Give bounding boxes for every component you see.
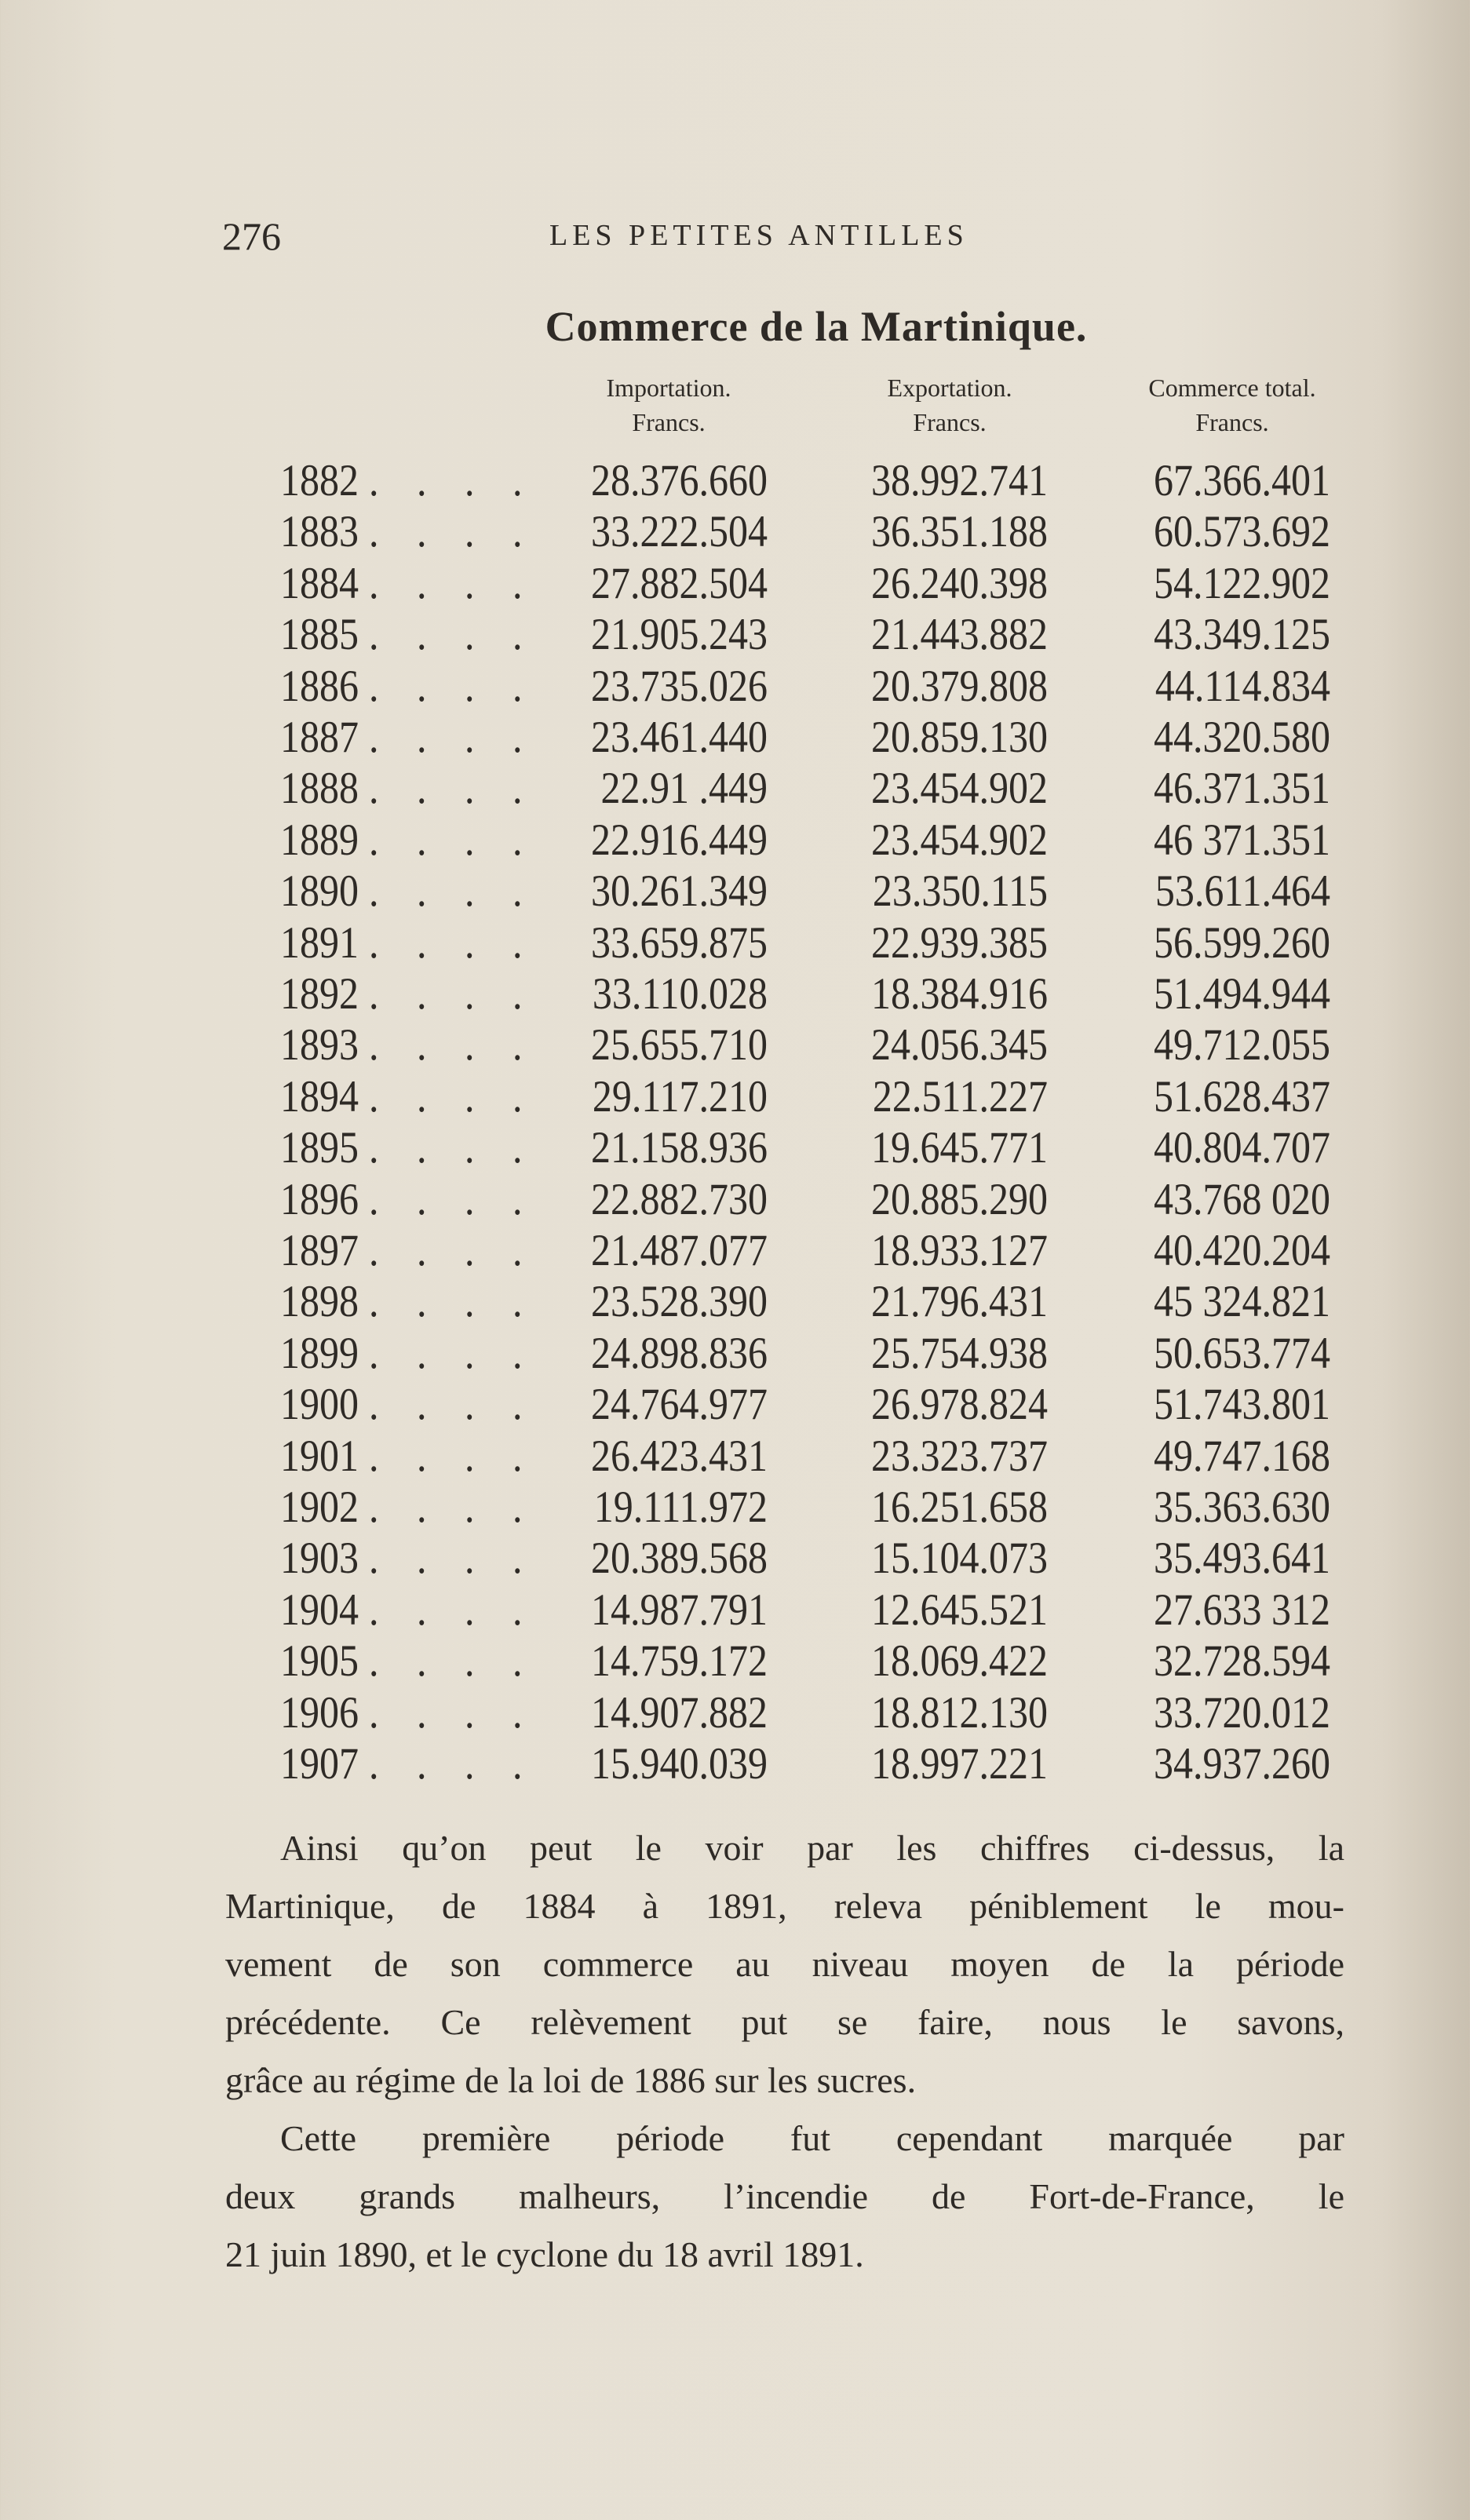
column-header-import xyxy=(527,370,810,439)
text-line: vement de son commerce au niveau moyen de la période xyxy=(225,1944,1344,1984)
total-cell: 27.633 312 xyxy=(1154,1583,1330,1635)
import-cell: 23.528.390 xyxy=(591,1275,768,1326)
export-cell: 23.323.737 xyxy=(871,1429,1048,1481)
export-cell: 22.511.227 xyxy=(872,1070,1048,1121)
export-cell: 16.251.658 xyxy=(871,1481,1048,1532)
year-cell: 1905 xyxy=(280,1635,359,1686)
page-number: 276 xyxy=(222,214,281,258)
leader-dots: . . . . xyxy=(369,1275,537,1326)
export-cell: 23.350.115 xyxy=(872,865,1048,916)
import-cell: 22.916.449 xyxy=(591,813,768,865)
export-cell: 15.104.073 xyxy=(871,1532,1048,1583)
year-cell: 1886 xyxy=(280,659,359,711)
leader-dots: . . . . xyxy=(369,1326,537,1378)
table-row xyxy=(0,1018,1470,1078)
text-line: Martinique, de 1884 à 1891, releva péniblement le mou- xyxy=(225,1886,1344,1926)
import-cell: 24.764.977 xyxy=(591,1378,768,1429)
import-cell: 14.987.791 xyxy=(591,1583,768,1635)
column-label: Importation. xyxy=(606,374,731,402)
import-cell: 23.735.026 xyxy=(591,659,768,711)
column-header-export xyxy=(808,370,1091,439)
import-cell: 28.376.660 xyxy=(591,454,768,505)
year-cell: 1904 xyxy=(280,1583,359,1635)
export-cell: 36.351.188 xyxy=(871,505,1048,556)
year-cell: 1895 xyxy=(280,1121,359,1172)
import-cell: 24.898.836 xyxy=(591,1326,768,1378)
total-cell: 50.653.774 xyxy=(1154,1326,1330,1378)
text-line: 21 juin 1890, et le cyclone du 18 avril 1891. xyxy=(225,2234,864,2274)
import-cell: 19.111.972 xyxy=(593,1481,768,1532)
table-row xyxy=(0,1121,1470,1180)
export-cell: 18.997.221 xyxy=(871,1738,1048,1789)
year-cell: 1903 xyxy=(280,1532,359,1583)
leader-dots: . . . . xyxy=(369,711,537,762)
table-row xyxy=(0,1377,1470,1437)
import-cell: 30.261.349 xyxy=(591,865,768,916)
leader-dots: . . . . xyxy=(369,1635,537,1686)
import-cell: 21.158.936 xyxy=(591,1121,768,1172)
total-cell: 56.599.260 xyxy=(1154,916,1330,968)
export-cell: 12.645.521 xyxy=(871,1583,1048,1635)
export-cell: 21.796.431 xyxy=(871,1275,1048,1326)
total-cell: 35.363.630 xyxy=(1154,1481,1330,1532)
total-cell: 54.122.902 xyxy=(1154,556,1330,608)
import-cell: 14.907.882 xyxy=(591,1686,768,1738)
import-cell: 33.659.875 xyxy=(591,916,768,968)
export-cell: 26.240.398 xyxy=(871,556,1048,608)
table-row xyxy=(0,1634,1470,1694)
column-unit: Francs. xyxy=(632,408,706,436)
import-cell: 25.655.710 xyxy=(591,1019,768,1070)
import-cell: 20.389.568 xyxy=(591,1532,768,1583)
year-cell: 1899 xyxy=(280,1326,359,1378)
body-paragraphs xyxy=(225,1819,1344,2284)
export-cell: 20.859.130 xyxy=(871,711,1048,762)
table-row xyxy=(0,505,1470,564)
total-cell: 33.720.012 xyxy=(1154,1686,1330,1738)
total-cell: 46 371.351 xyxy=(1154,813,1330,865)
leader-dots: . . . . xyxy=(369,865,537,916)
export-cell: 19.645.771 xyxy=(871,1121,1048,1172)
leader-dots: . . . . xyxy=(369,1429,537,1481)
leader-dots: . . . . xyxy=(369,968,537,1019)
export-cell: 21.443.882 xyxy=(871,608,1048,659)
import-cell: 33.110.028 xyxy=(592,968,768,1019)
text-line: deux grands malheurs, l’incendie de Fort-de-France, le xyxy=(225,2176,1344,2216)
total-cell: 60.573.692 xyxy=(1154,505,1330,556)
export-cell: 25.754.938 xyxy=(871,1326,1048,1378)
running-header: LES PETITES ANTILLES xyxy=(549,219,968,252)
year-cell: 1890 xyxy=(280,865,359,916)
export-cell: 18.384.916 xyxy=(871,968,1048,1019)
export-cell: 18.933.127 xyxy=(871,1224,1048,1275)
year-cell: 1896 xyxy=(280,1172,359,1224)
text-line: Ainsi qu’on peut le voir par les chiffres ci-dessus, la xyxy=(280,1828,1344,1868)
leader-dots: . . . . xyxy=(369,1121,537,1172)
column-unit: Francs. xyxy=(913,408,987,436)
text-line: Cette première période fut cependant marquée par xyxy=(280,2118,1344,2158)
year-cell: 1891 xyxy=(280,916,359,968)
year-cell: 1897 xyxy=(280,1224,359,1275)
export-cell: 20.379.808 xyxy=(871,659,1048,711)
export-cell: 20.885.290 xyxy=(871,1172,1048,1224)
year-cell: 1900 xyxy=(280,1378,359,1429)
total-cell: 51.743.801 xyxy=(1154,1378,1330,1429)
year-cell: 1894 xyxy=(280,1070,359,1121)
total-cell: 35.493.641 xyxy=(1154,1532,1330,1583)
table-row xyxy=(0,1275,1470,1334)
leader-dots: . . . . xyxy=(369,1686,537,1738)
text-line: précédente. Ce relèvement put se faire, nous le savons, xyxy=(225,2002,1344,2042)
total-cell: 53.611.464 xyxy=(1154,865,1330,916)
total-cell: 34.937.260 xyxy=(1154,1738,1330,1789)
import-cell: 22.882.730 xyxy=(591,1172,768,1224)
export-cell: 23.454.902 xyxy=(871,762,1048,813)
total-cell: 45 324.821 xyxy=(1154,1275,1330,1326)
leader-dots: . . . . xyxy=(369,762,537,813)
export-cell: 23.454.902 xyxy=(871,813,1048,865)
table-row xyxy=(0,761,1470,821)
table-title: Commerce de la Martinique. xyxy=(545,303,1088,350)
total-cell: 40.804.707 xyxy=(1154,1121,1330,1172)
column-label: Exportation. xyxy=(887,374,1012,402)
column-unit: Francs. xyxy=(1195,408,1269,436)
export-cell: 22.939.385 xyxy=(871,916,1048,968)
leader-dots: . . . . xyxy=(369,608,537,659)
year-cell: 1887 xyxy=(280,711,359,762)
total-cell: 44.320.580 xyxy=(1154,711,1330,762)
leader-dots: . . . . xyxy=(369,505,537,556)
total-cell: 67.366.401 xyxy=(1154,454,1330,505)
year-cell: 1882 xyxy=(280,454,359,505)
year-cell: 1888 xyxy=(280,762,359,813)
leader-dots: . . . . xyxy=(369,1224,537,1275)
import-cell: 26.423.431 xyxy=(591,1429,768,1481)
total-cell: 46.371.351 xyxy=(1154,762,1330,813)
table-row xyxy=(0,607,1470,667)
import-cell: 23.461.440 xyxy=(591,711,768,762)
total-cell: 40.420.204 xyxy=(1154,1224,1330,1275)
leader-dots: . . . . xyxy=(369,1070,537,1121)
leader-dots: . . . . xyxy=(369,916,537,968)
year-cell: 1907 xyxy=(280,1738,359,1789)
leader-dots: . . . . xyxy=(369,1738,537,1789)
leader-dots: . . . . xyxy=(369,659,537,711)
total-cell: 49.712.055 xyxy=(1154,1019,1330,1070)
total-cell: 43.349.125 xyxy=(1154,608,1330,659)
import-cell: 14.759.172 xyxy=(591,1635,768,1686)
column-header-total xyxy=(1091,370,1373,439)
year-cell: 1893 xyxy=(280,1019,359,1070)
total-cell: 51.494.944 xyxy=(1154,968,1330,1019)
year-cell: 1884 xyxy=(280,556,359,608)
export-cell: 38.992.741 xyxy=(871,454,1048,505)
year-cell: 1883 xyxy=(280,505,359,556)
table-row xyxy=(0,1531,1470,1591)
year-cell: 1901 xyxy=(280,1429,359,1481)
leader-dots: . . . . xyxy=(369,1583,537,1635)
leader-dots: . . . . xyxy=(369,1481,537,1532)
year-cell: 1898 xyxy=(280,1275,359,1326)
table-row xyxy=(0,864,1470,924)
year-cell: 1906 xyxy=(280,1686,359,1738)
leader-dots: . . . . xyxy=(369,1378,537,1429)
leader-dots: . . . . xyxy=(369,813,537,865)
leader-dots: . . . . xyxy=(369,1172,537,1224)
total-cell: 49.747.168 xyxy=(1154,1429,1330,1481)
import-cell: 27.882.504 xyxy=(591,556,768,608)
year-cell: 1902 xyxy=(280,1481,359,1532)
leader-dots: . . . . xyxy=(369,556,537,608)
column-label: Commerce total. xyxy=(1148,374,1316,402)
import-cell: 21.487.077 xyxy=(591,1224,768,1275)
export-cell: 18.812.130 xyxy=(871,1686,1048,1738)
export-cell: 18.069.422 xyxy=(871,1635,1048,1686)
table-row xyxy=(0,1737,1470,1796)
import-cell: 15.940.039 xyxy=(591,1738,768,1789)
total-cell: 32.728.594 xyxy=(1154,1635,1330,1686)
total-cell: 51.628.437 xyxy=(1154,1070,1330,1121)
import-cell: 22.91 .449 xyxy=(600,762,768,813)
total-cell: 43.768 020 xyxy=(1154,1172,1330,1224)
import-cell: 33.222.504 xyxy=(591,505,768,556)
total-cell: 44.114.834 xyxy=(1154,659,1330,711)
leader-dots: . . . . xyxy=(369,1532,537,1583)
text-line: grâce au régime de la loi de 1886 sur les sucres. xyxy=(225,2060,917,2100)
export-cell: 24.056.345 xyxy=(871,1019,1048,1070)
export-cell: 26.978.824 xyxy=(871,1378,1048,1429)
leader-dots: . . . . xyxy=(369,454,537,505)
leader-dots: . . . . xyxy=(369,1019,537,1070)
import-cell: 29.117.210 xyxy=(592,1070,768,1121)
year-cell: 1889 xyxy=(280,813,359,865)
year-cell: 1892 xyxy=(280,968,359,1019)
year-cell: 1885 xyxy=(280,608,359,659)
import-cell: 21.905.243 xyxy=(591,608,768,659)
